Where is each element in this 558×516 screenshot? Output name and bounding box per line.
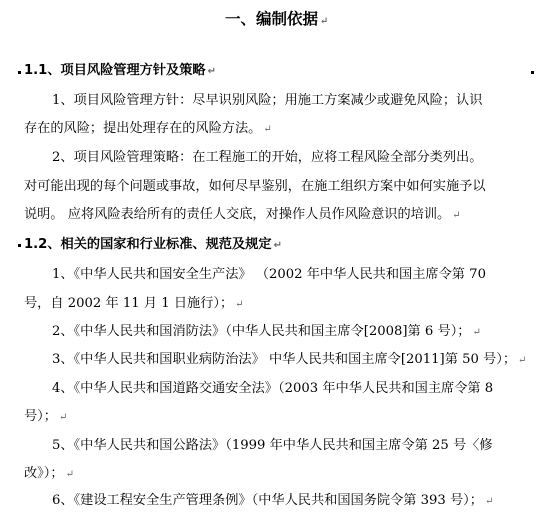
- list-bullet-icon: [18, 244, 21, 247]
- paragraph-mark-icon: ↵: [58, 412, 68, 423]
- paragraph-mark-icon: ↵: [235, 299, 244, 310]
- paragraph-mark-icon: ↵: [207, 66, 217, 77]
- title-text: 一、编制依据: [225, 9, 319, 28]
- list-item: [52, 323, 481, 342]
- paragraph-mark-icon: ↵: [484, 496, 494, 507]
- paragraph-text-span: 说明。 应将风险表给所有的责任人交底，对操作人员作风险意识的培训。: [24, 207, 451, 222]
- list-item: [52, 492, 493, 511]
- list-item-text: 3、《中华人民共和国职业病防治法》 中华人民共和国主席令[2011]第 50 号）；: [52, 352, 517, 367]
- paragraph-mark-icon: ↵: [65, 469, 74, 480]
- paragraph-mark-icon: ↵: [472, 327, 481, 338]
- document-title: [225, 10, 328, 31]
- list-item: [24, 295, 244, 314]
- paragraph-mark-icon: ↵: [518, 355, 527, 366]
- paragraph-mark-icon: ↵: [273, 240, 282, 251]
- paragraph-text-span: 存在的风险；提出处理存在的风险方法。: [24, 121, 262, 136]
- paragraph-text: [24, 206, 461, 225]
- list-item: 5、《中华人民共和国公路法》（1999 年中华人民共和国主席令第 25 号〈修: [52, 438, 493, 453]
- list-bullet-icon: [531, 71, 534, 74]
- list-bullet-icon: [18, 71, 21, 74]
- list-item-text: 2、《中华人民共和国消防法》（中华人民共和国主席令[2008]第 6 号）；: [52, 324, 471, 339]
- paragraph-text: 1、项目风险管理方针：尽早识别风险；用施工方案减少或避免风险；认识: [52, 93, 483, 108]
- list-item: 1、《中华人民共和国安全生产法》 （2002 年中华人民共和国主席令第 70: [52, 267, 486, 282]
- paragraph-text: 对可能出现的每个问题或事故，如何尽早鉴别，在施工组织方案中如何实施予以: [24, 179, 486, 194]
- paragraph-mark-icon: ↵: [452, 210, 461, 221]
- list-item-text: 改》）；: [24, 466, 64, 481]
- list-item-text: 号，自 2002 年 11 月 1 日施行）；: [24, 296, 234, 311]
- list-item: [24, 408, 67, 427]
- section-heading-text: 1.1、项目风险管理方针及策略: [24, 63, 206, 78]
- list-item: [24, 465, 74, 484]
- paragraph-text: [24, 120, 272, 139]
- list-item-text: 号）；: [24, 409, 57, 424]
- list-item: [52, 351, 526, 370]
- list-item: 4、《中华人民共和国道路交通安全法》（2003 年中华人民共和国主席令第 8: [52, 381, 494, 396]
- list-item-text: 6、《建设工程安全生产管理条例》（中华人民共和国国务院令第 393 号）；: [52, 493, 483, 508]
- paragraph-mark-icon: ↵: [320, 16, 329, 27]
- section-heading-1-2: [24, 236, 282, 255]
- paragraph-mark-icon: ↵: [263, 124, 272, 135]
- section-heading-text: 1.2、相关的国家和行业标准、规范及规定: [24, 237, 272, 252]
- section-heading-1-1: [24, 62, 216, 81]
- paragraph-text: 2、项目风险管理策略：在工程施工的开始，应将工程风险全部分类列出。: [52, 150, 483, 165]
